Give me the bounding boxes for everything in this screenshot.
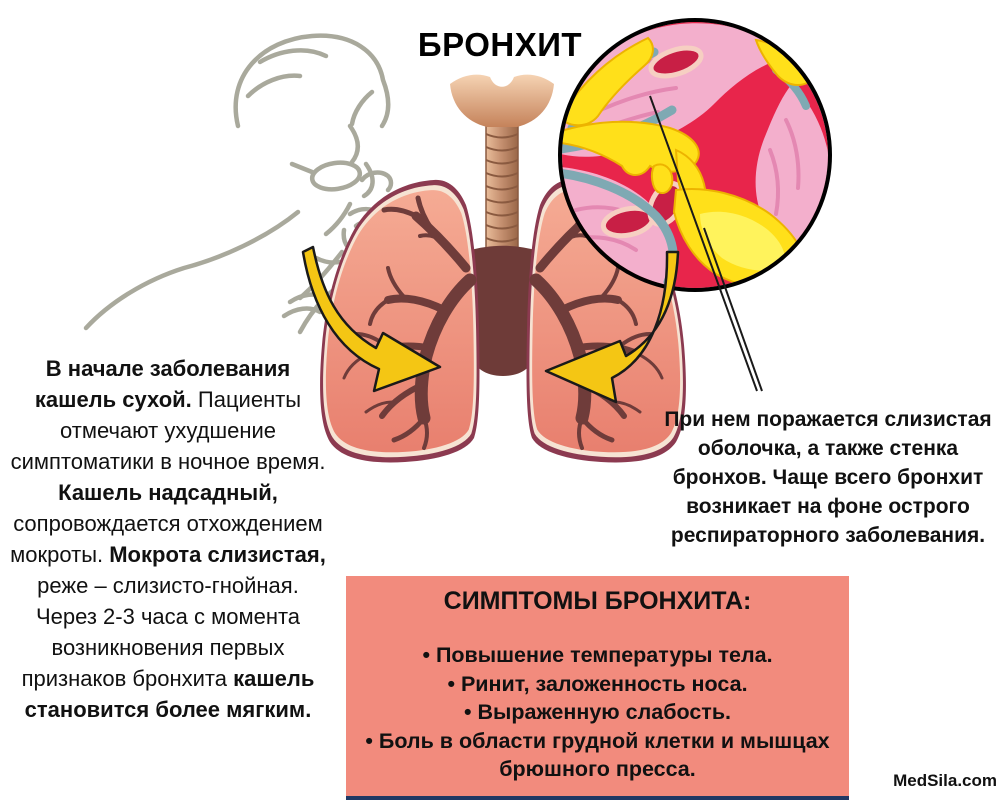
symptoms-title: СИМПТОМЫ БРОНХИТА:: [443, 587, 752, 615]
person-glasses-temple: [292, 164, 312, 172]
page-title: БРОНХИТ: [417, 26, 583, 63]
left-description-text: [6, 353, 330, 725]
symptoms-list: [346, 641, 849, 784]
person-cheek: [326, 204, 350, 234]
person-shoulder: [86, 212, 298, 328]
larynx: [450, 75, 554, 127]
watermark: MedSila.com: [893, 771, 997, 790]
bottom-accent-bar: [346, 796, 849, 800]
person-nose: [364, 164, 373, 196]
left-lung-body: [326, 190, 474, 452]
symptom-item: • Ринит, заложенность носа.: [447, 671, 748, 696]
text-segment: Мокрота слизистая,: [109, 542, 326, 567]
text-segment: В начале заболевания кашель сухой.: [34, 356, 291, 412]
text-segment: При нем поражается слизистая оболочка, а также стенка бронхов. Чаще всего бронхит возникает на фоне острого респираторного заболевания.: [664, 408, 992, 547]
symptom-item: • Боль в области грудной клетки и мышцах брюшного пресса.: [365, 728, 830, 781]
person-glasses-lens: [362, 173, 391, 190]
symptom-item: • Повышение температуры тела.: [422, 643, 773, 667]
right-description-text: [658, 405, 998, 550]
text-segment: Кашель надсадный,: [58, 480, 278, 505]
person-glasses-lens: [310, 160, 361, 192]
person-brow: [350, 126, 358, 162]
text-segment: реже – слизисто-гнойная. Через 2-3 часа с момента возникновения первых признаков бронхита: [21, 573, 301, 691]
symptoms-box: [346, 576, 849, 796]
symptom-item: • Выраженную слабость.: [463, 700, 732, 724]
person-hair-stroke: [260, 50, 326, 62]
text-segment: кашель становится более мягким.: [24, 666, 315, 722]
text-segment: сопровождается отхождением мокроты.: [10, 511, 323, 567]
text-segment: Пациенты отмечают ухудшение симптоматики в ночное время.: [10, 387, 326, 474]
person-hair-stroke: [248, 76, 300, 96]
person-hair-stroke: [352, 92, 372, 124]
